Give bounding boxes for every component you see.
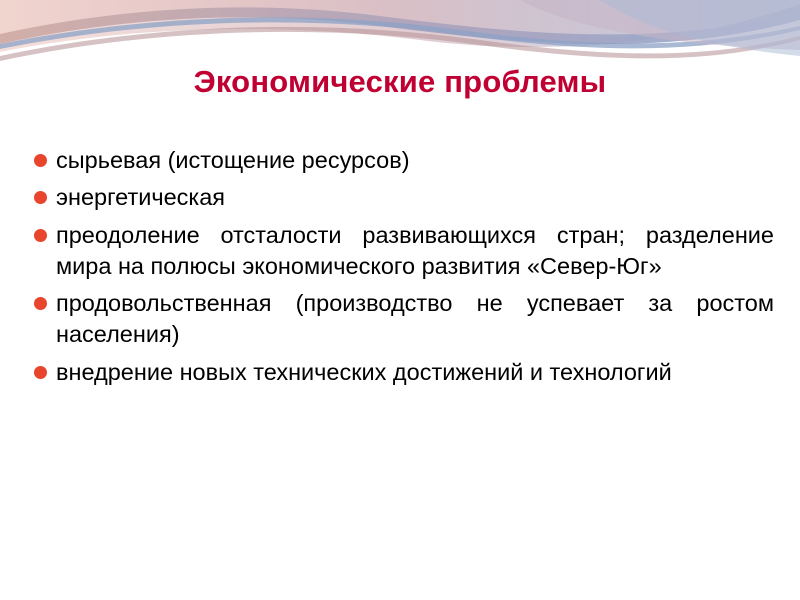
list-item xyxy=(34,220,774,283)
bullet-dot-icon xyxy=(34,154,47,167)
slide-title: Экономические проблемы xyxy=(193,64,607,99)
bullet-dot-icon xyxy=(34,191,47,204)
bullet-list xyxy=(34,145,774,394)
list-item xyxy=(34,145,774,176)
bullet-dot-icon xyxy=(34,229,47,242)
list-item-text: внедрение новых технических достижений и технологий xyxy=(56,358,672,385)
list-item xyxy=(34,357,774,388)
list-item-text: энергетическая xyxy=(56,184,225,211)
list-item xyxy=(34,288,774,351)
list-item-text: сырьевая (истощение ресурсов) xyxy=(56,147,410,173)
list-item-text: продовольственная (производство не успевает за ростом населения) xyxy=(56,290,774,348)
list-item-text: преодоление отсталости развивающихся стран; разделение мира на полюсы экономического развития «Север-Юг» xyxy=(56,221,774,279)
bullet-dot-icon xyxy=(34,297,47,310)
list-item xyxy=(34,182,774,213)
bullet-dot-icon xyxy=(34,366,47,379)
decorative-header-waves xyxy=(0,0,800,120)
